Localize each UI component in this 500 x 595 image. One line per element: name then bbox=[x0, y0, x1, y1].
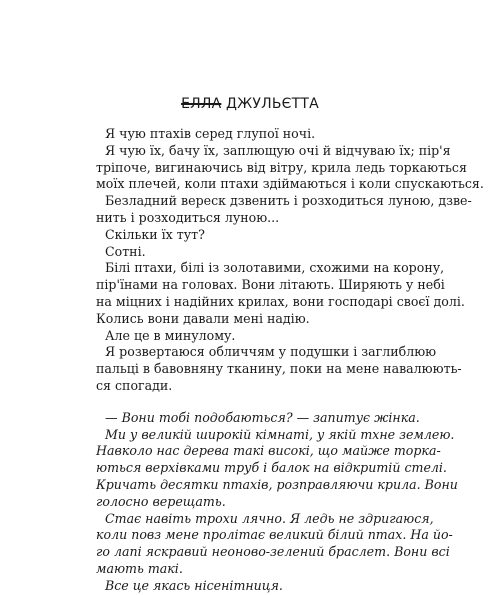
text-line: Колись вони давали мені надію. bbox=[96, 310, 310, 326]
text-line: Я чую їх, бачу їх, заплющую очі й відчуваю їх; пір'я bbox=[105, 142, 451, 158]
text-line: Білі птахи, білі із золотавими, схожими на корону, bbox=[105, 260, 445, 276]
text-line: Я чую птахів серед глупої ночі. bbox=[105, 126, 316, 141]
text-line: нить і розходиться луною... bbox=[96, 209, 280, 225]
text-line: — Вони тобі подобаються? — запитує жінка. bbox=[105, 409, 420, 425]
text-line: Але це в минулому. bbox=[105, 327, 236, 343]
text-line: голосно верещать. bbox=[96, 493, 226, 509]
paragraph bbox=[96, 142, 484, 193]
text-line: моїх плечей, коли птахи здіймаються і коли спускаються. bbox=[96, 176, 484, 192]
paragraph bbox=[96, 409, 420, 427]
paragraph bbox=[96, 126, 398, 143]
italic-section bbox=[96, 409, 458, 595]
text-line: Безладний вереск дзвенить і розходиться луною, дзве- bbox=[105, 193, 472, 209]
text-line: Стає навіть трохи лячно. Я ледь не здригаюся, bbox=[105, 510, 434, 526]
paragraph bbox=[96, 193, 472, 227]
text-line: ся спогади. bbox=[96, 377, 173, 393]
text-line: Сотні. bbox=[105, 243, 146, 259]
text-line: коли повз мене пролітає великий білий птах. На йо- bbox=[96, 527, 453, 543]
text-line: пальці в бавовняну тканину, поки на мене навалюють- bbox=[96, 361, 462, 377]
paragraph bbox=[96, 510, 453, 578]
text-line: пір'їнами на головах. Вони літають. Ширяють у небі bbox=[96, 277, 445, 293]
paragraph bbox=[96, 260, 465, 327]
text-line: ються верхівками труб і балок на відкритій стелі. bbox=[96, 460, 447, 476]
paragraph bbox=[96, 344, 462, 394]
text-line: Скільки їх тут? bbox=[105, 226, 205, 242]
text-line: тріпоче, вигинаючись від вітру, крила ледь торкаються bbox=[96, 159, 467, 175]
body-text bbox=[96, 126, 484, 595]
paragraph bbox=[96, 578, 398, 595]
paragraph bbox=[96, 227, 398, 244]
paragraph bbox=[96, 328, 398, 345]
upright-section bbox=[96, 126, 484, 395]
text-line: Навколо нас дерева такі високі, що майже торка- bbox=[96, 443, 441, 459]
running-header bbox=[0, 96, 500, 112]
header-name-struck: ЕЛЛА bbox=[181, 96, 222, 112]
text-line: мають такі. bbox=[96, 560, 183, 576]
header-surname: ДЖУЛЬЄТТА bbox=[226, 96, 319, 112]
paragraph bbox=[96, 244, 398, 261]
text-line: го лапі яскравий неоново-зелений браслет. Вони всі bbox=[96, 544, 450, 560]
text-line: Ми у великій широкій кімнаті, у якій тхне землею. bbox=[105, 426, 455, 442]
text-line: Все це якась нісенітниця. bbox=[105, 577, 283, 593]
section-gap bbox=[96, 395, 398, 410]
text-line: Кричать десятки птахів, розправляючи крила. Вони bbox=[96, 476, 458, 492]
paragraph bbox=[96, 426, 458, 511]
text-line: на міцних і надійних крилах, вони господарі своєї долі. bbox=[96, 293, 465, 309]
text-line: Я розвертаюся обличчям у подушки і заглиблюю bbox=[105, 344, 437, 360]
